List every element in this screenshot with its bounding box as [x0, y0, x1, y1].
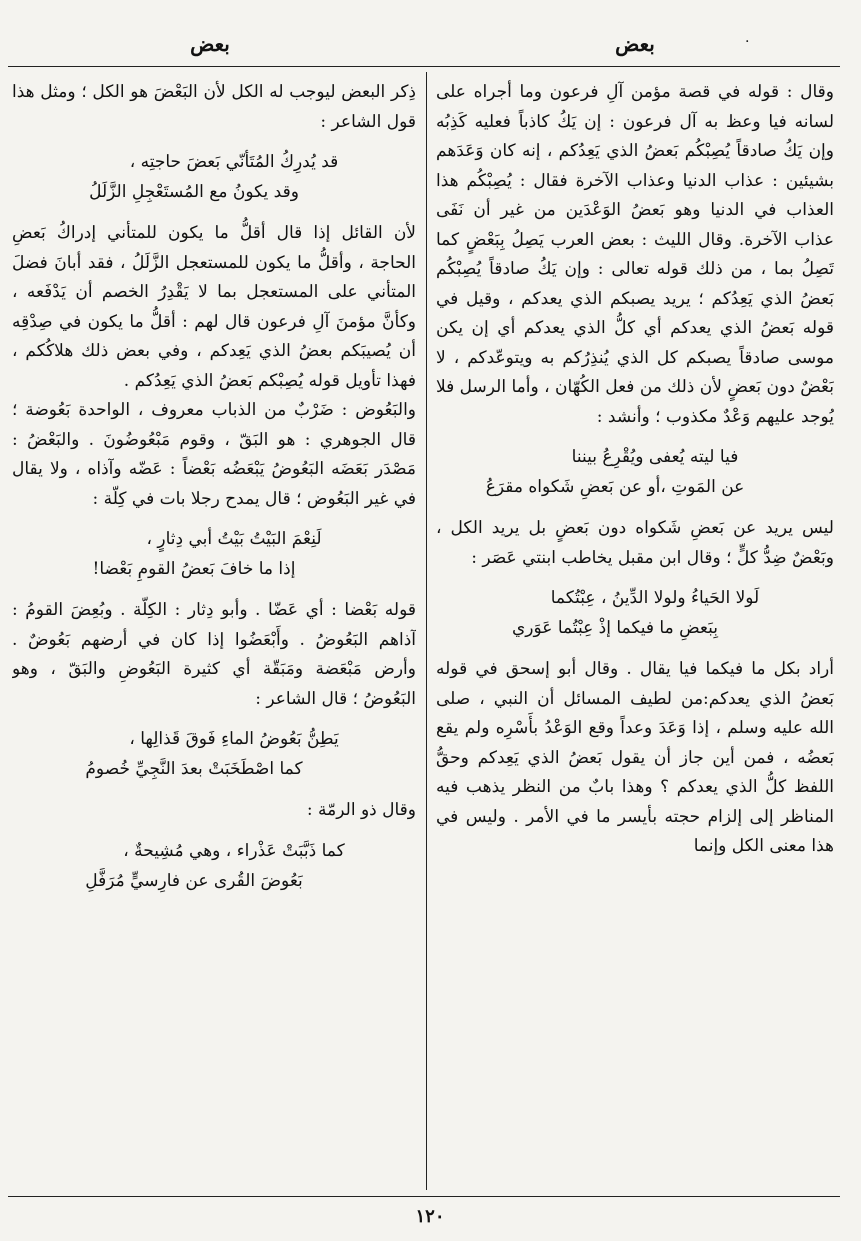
left-paragraph-4: قوله بَعْضا : أي عَضّا . وأبو دِثار : الكِلّة . وبُعِضَ القومُ : آذاهم البَعُوضُ . وأَبْعَضُوا إذا كان في أرضهم بَعُوضٌ . وأرض مَبْعَضة ومَبَقّة أي كثيرة البَعُوضِ والبَقّ ، وهو البَعُوضُ ؛ قال الشاعر :	[12, 600, 416, 709]
column-divider	[426, 72, 427, 1190]
verse-line: لَنِعْمَ البَيْتُ بَيْتُ أبي دِثارٍ ،	[146, 529, 322, 549]
right-paragraph-1: وقال : قوله في قصة مؤمن آلِ فرعون وما أجراه على لسانه فيا وعظ به آل فرعون : إن يَكُ كاذباً فعليه كَذِبُه وإن يَكُ صادقاً يُصِبْكُم بَعضُ الذي يَعِدُكم ، إنه كان وَعَدَهم بشيئين : عذاب الدنيا وعذاب الآخرة فقال : يُصِبْكُم هذا العذاب في الدنيا وهو بَعضُ الوَعْدَين من غير أن نَفَى عذاب الآخرة. وقال الليث : بعض العرب يَصِلُ بِبَعْضٍ كما تَصِلُ بما ، من ذلك قوله تعالى : وإن يَكُ صادقاً يُصِبْكُم بَعضُ الذي يَعِدُكم ؛ يريد يصبكم الذي يعدكم ، وقيل في قوله بَعضُ الذي يعدكم أي كلُّ الذي يعدكم أي إن يكن موسى صادقاً يصبكم كل الذي يُنذِرُكم به ويتوعّدكم ، لا بَعْضٌ دون بَعضٍ لأن ذلك من فعل الكُهّان ، وأما الرسل فلا يُوجد عليهم وَعْدٌ مكذوب ؛ وأنشد :	[436, 82, 834, 427]
headword-right: بعض	[615, 32, 655, 56]
verse-line: قد يُدرِكُ المُتَأنّي بَعضَ حاجتِه ،	[129, 152, 339, 172]
right-paragraph-3: أراد بكل ما فيكما فيا يقال . وقال أبو إسحق في قوله بَعضُ الذي يعدكم:من لطيف المسائل أن النبي ، صلى الله عليه وسلم ، إذا وَعَدَ وعداً وقع الوَعْدُ بأَسْرِه ولم يقع بَعضُه ، فمن أين جاز أن يقول بَعضُ الذي يَعِدكم وحقُّ اللفظ كلُّ الذي يعدكم ؟ وهذا بابٌ من النظر يذهب فيه المناظر إلى إلزام حجته بأيسر ما في الأمر . وليس في هذا معنى الكل وإنما	[436, 659, 834, 856]
left-verse-3	[12, 724, 416, 784]
verse-line: بِبَعضِ ما فيكما إذْ عِبْتُما عَوَري	[512, 618, 718, 638]
verse-line: بَعُوضَ القُرى عن فارِسيٍّ مُرَفَّلِ	[85, 870, 303, 891]
left-verse-4	[12, 836, 416, 896]
header-dot: .	[745, 30, 750, 46]
right-verse-2	[436, 583, 834, 643]
left-verse-1	[12, 147, 416, 207]
right-paragraph-2: ليس يريد عن بَعضِ شَكواه دون بَعضٍ بل يريد الكل ، وبَعْضٌ ضِدُّ كلٍّ ؛ وقال ابن مقبل يخاطب ابنتي عَصَر :	[436, 518, 834, 568]
verse-line: يَطِنُّ بَعُوضُ الماءِ فَوقَ قَذالِها ،	[129, 729, 339, 749]
left-paragraph-5: وقال ذو الرمّة :	[306, 800, 416, 820]
left-column	[12, 78, 416, 1188]
verse-line: وقد يكونُ مع المُستَعْجِلِ الزَّلَلُ	[89, 182, 299, 202]
page-header	[0, 22, 861, 62]
footer-rule	[8, 1196, 840, 1197]
page-number: ١٢٠	[415, 1206, 445, 1227]
left-verse-2	[12, 524, 416, 584]
verse-line: عن المَوتِ ،أو عن بَعضِ شَكواه مقرَعُ	[485, 477, 745, 497]
left-paragraph-2: لأن القائل إذا قال أقلُّ ما يكون للمتأني إدراكُ بَعضِ الحاجة ، وأقلُّ ما يكون للمستعجل الزَّلَلُ ، فقد أبانَ فضلَ المتأني على المستعجل بما لا يَقْدِرُ الخصم أن يَدْفَعه ، وكأنَّ مؤمنَ آلِ فرعون قال لهم : أقلُّ ما يكون في صِدْقِه أن يُصيبَكم بعضُ الذي يَعِدكم ، وفي بعض ذلك هلاكُكم ، فهذا تأويل قوله يُصِبْكم بَعضُ الذي يَعِدُكم .	[12, 223, 416, 391]
header-rule	[8, 66, 840, 67]
verse-line: لَولا الحَياءُ ولولا الدِّينُ ، عِبْتُكما	[550, 588, 760, 608]
verse-line: كما اصْطَخَبَتْ بعدَ النَّجِيِّ خُصومُ	[85, 759, 303, 779]
verse-line: كما ذَبَّبَتْ عَذْراء ، وهي مُشِيحةٌ ،	[123, 840, 345, 861]
verse-line: فيا ليته يُعفى ويُقْرِعُ بيننا	[571, 447, 739, 467]
left-paragraph-1: ذِكر البعض ليوجب له الكل لأن البَعْضَ هو الكل ؛ ومثل هذا قول الشاعر :	[12, 82, 416, 132]
verse-line: إذا ما خافَ بَعضُ القومِ بَعْضا!	[92, 559, 296, 579]
left-paragraph-3: والبَعُوض : ضَرْبٌ من الذباب معروف ، الواحدة بَعُوضة ؛ قال الجوهري : هو البَقّ ، وقوم مَبْعُوضُونَ . والبَعْضُ : مَصْدَر بَعَضَه البَعُوضُ يَبْعَضُه بَعْضاً : عَضّه وآذاه ، ولا يقال في غير البَعُوض ؛ قال يمدح رجلا بات في كِلّة :	[12, 400, 416, 509]
right-column	[436, 78, 834, 1188]
right-verse-1	[436, 442, 834, 502]
headword-left: بعض	[190, 32, 230, 56]
